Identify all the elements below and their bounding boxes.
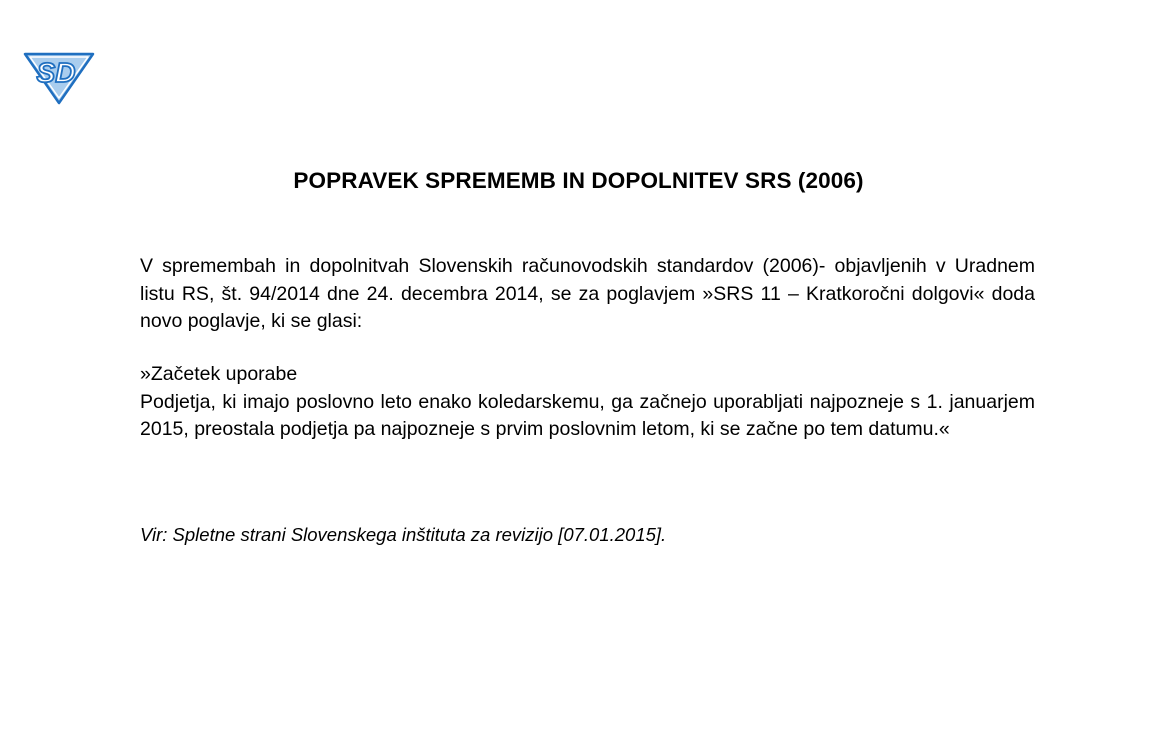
quoted-section	[140, 361, 1035, 444]
quote-heading: »Začetek uporabe	[140, 363, 298, 385]
quote-body: Podjetja, ki imajo poslovno leto enako koledarskemu, ga začnejo uporabljati najpozneje s 1. januarjem 2015, preostala podjetja pa najpozneje s prvim poslovnim letom, ki se začne po tem datumu.«	[140, 390, 1035, 440]
svg-text:SD: SD	[36, 57, 76, 88]
source-citation: Vir: Spletne strani Slovenskega inštituta za revizijo [07.01.2015].	[140, 524, 667, 545]
intro-paragraph: V spremembah in dopolnitvah Slovenskih računovodskih standardov (2006)- objavljenih v Uradnem listu RS, št. 94/2014 dne 24. decembra 2014, se za poglavjem »SRS 11 – Kratkoročni dolgovi« doda novo poglavje, ki se glasi:	[140, 255, 1035, 332]
sd-logo-icon	[22, 48, 96, 106]
document-title: POPRAVEK SPREMEMB IN DOPOLNITEV SRS (2006)	[293, 168, 864, 193]
